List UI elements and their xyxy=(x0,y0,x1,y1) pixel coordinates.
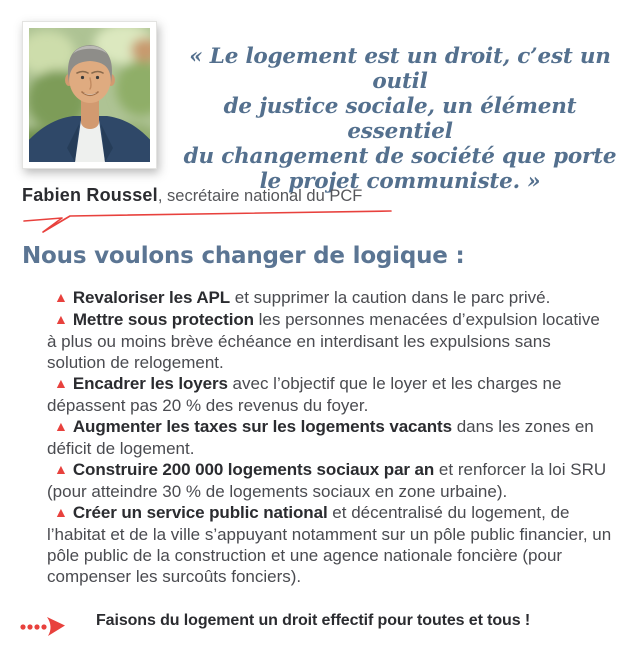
triangle-bullet-icon: ▲ xyxy=(54,375,68,391)
quote-line: le projet communiste. » xyxy=(259,169,541,194)
list-item-text: les personnes menacées d’expulsion locative à plus ou moins brève échéance en interdisant les expulsions sans solution de relogement. xyxy=(47,310,600,372)
triangle-bullet-icon: ▲ xyxy=(54,418,68,434)
list-item xyxy=(47,502,613,587)
quote-line: de justice sociale, un élément essentiel xyxy=(223,94,577,144)
list-item-lead: Augmenter les taxes sur les logements vacants xyxy=(72,417,452,436)
list-item xyxy=(47,309,613,373)
author-name: Fabien Roussel xyxy=(22,185,158,205)
proposal-list xyxy=(47,287,613,587)
list-item-lead: Encadrer les loyers xyxy=(72,374,228,393)
red-underline-decoration xyxy=(22,206,394,234)
list-item-text: dans les zones en déficit de logement. xyxy=(47,417,594,458)
triangle-bullet-icon: ▲ xyxy=(54,461,68,477)
list-item-lead: Mettre sous protection xyxy=(72,310,254,329)
author-role: , secrétaire national du PCF xyxy=(157,187,363,205)
triangle-bullet-icon: ▲ xyxy=(54,504,68,520)
dotted-arrow-icon xyxy=(19,611,67,639)
section-heading: Nous voulons changer de logique : xyxy=(22,243,465,269)
triangle-bullet-icon: ▲ xyxy=(54,289,68,305)
list-item xyxy=(47,416,613,459)
quote-block xyxy=(180,44,620,194)
portrait-photo xyxy=(22,21,157,169)
list-item xyxy=(47,459,613,502)
list-item-text: avec l’objectif que le loyer et les charges ne dépassent pas 20 % des revenus du foyer. xyxy=(47,374,562,415)
list-item-lead: Revaloriser les APL xyxy=(72,288,231,307)
portrait-illustration xyxy=(29,28,150,162)
list-item xyxy=(47,287,613,309)
footer-slogan: Faisons du logement un droit effectif pour toutes et tous ! xyxy=(96,612,531,629)
list-item-text: et supprimer la caution dans le parc privé. xyxy=(230,288,551,307)
list-item-lead: Créer un service public national xyxy=(72,503,328,522)
list-item-text: et décentralisé du logement, de l’habitat et de la ville s’appuyant notamment sur un pôle public financier, un pôle public de la construction et une agence nationale foncière (pour compenser les surcoûts fonciers). xyxy=(47,503,612,586)
quote-line: du changement de société que porte xyxy=(183,144,617,169)
list-item xyxy=(47,373,613,416)
quote-line: « Le logement est un droit, c’est un outil xyxy=(189,44,611,94)
caption xyxy=(22,185,602,206)
list-item-text: et renforcer la loi SRU (pour atteindre 30 % de logements sociaux en zone urbaine). xyxy=(47,460,607,501)
triangle-bullet-icon: ▲ xyxy=(54,311,68,327)
list-item-lead: Construire 200 000 logements sociaux par an xyxy=(72,460,435,479)
